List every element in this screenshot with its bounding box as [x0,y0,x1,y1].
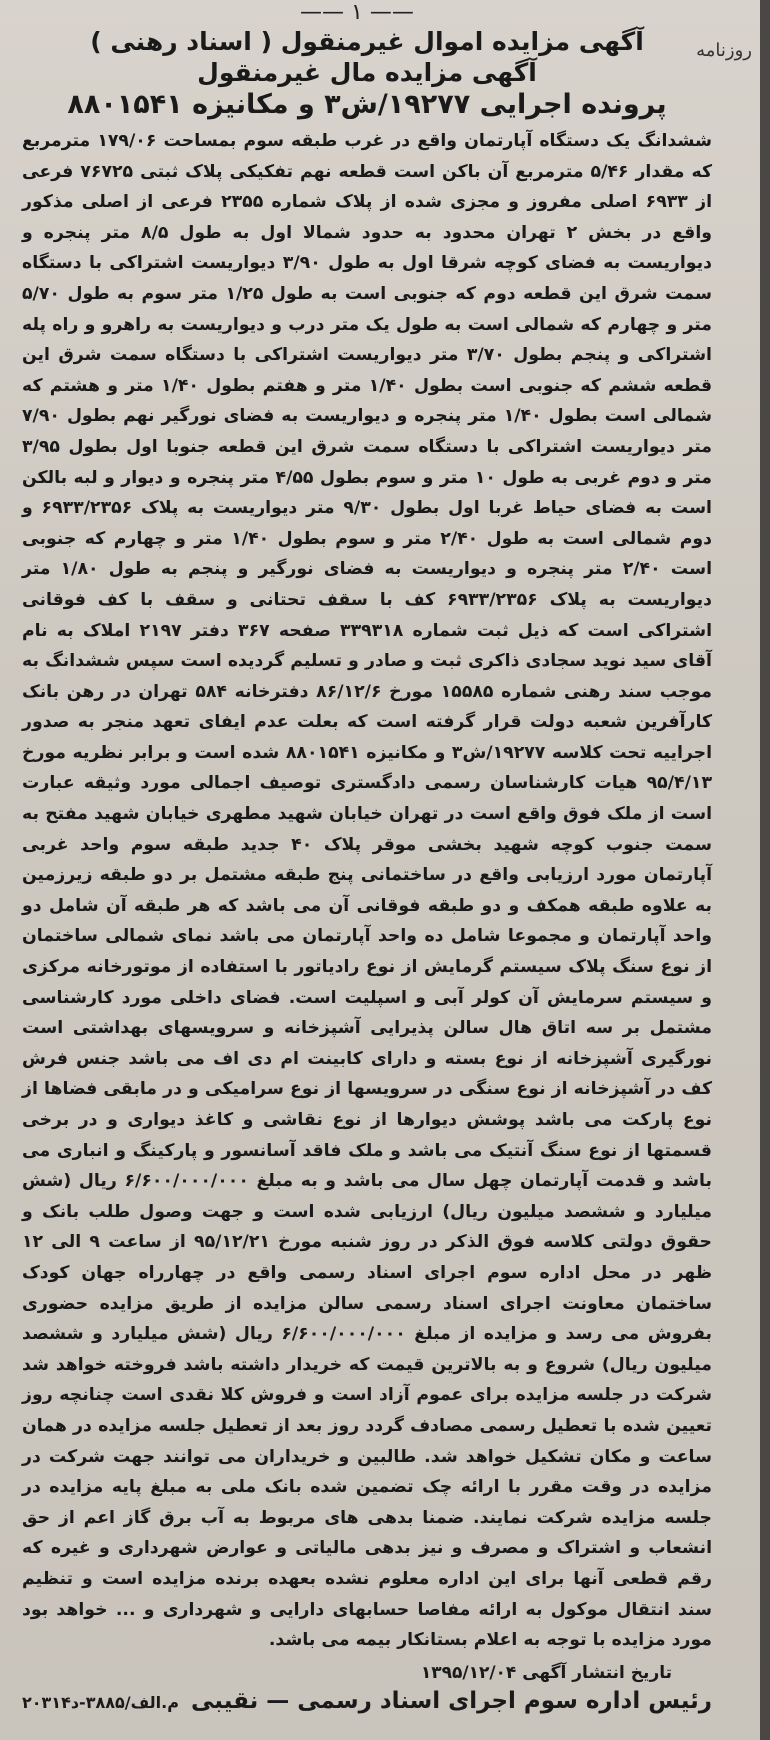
notice-title-line1: آگهی مزایده اموال غیرمنقول ( اسناد رهنی ) [90,27,644,56]
auction-notice [22,26,712,1726]
notice-body: ششدانگ یک دستگاه آپارتمان واقع در غرب طبقه سوم بمساحت ۱۷۹/۰۶ مترمربع که مقدار ۵/۴۶ مترمربع آن باکن است قطعه نهم تفکیکی پلاک ثبتی ۷۶۷۲۵ فرعی از ۶۹۳۳ اصلی مفروز و مجزی شده از پلاک شماره ۲۳۵۵ فرعی از اصلی مذکور واقع در بخش ۲ تهران محدود به حدود شمالا اول به طول ۸/۵ متر پنجره و دیواریست به فضای کوچه شرقا اول به طول ۳/۹۰ دیواریست اشتراکی با دستگاه سمت شرق این قطعه دوم که جنوبی است به طول ۱/۲۵ متر سوم به طول ۵/۷۰ متر و چهارم که شمالی است به طول یک متر درب و دیواریست به راهرو و راه پله اشتراکی و پنجم بطول ۳/۷۰ متر دیواریست اشتراکی با دستگاه سمت شرق این قطعه ششم که جنوبی است بطول ۱/۴۰ متر و هفتم بطول ۱/۴۰ متر و هشتم که شمالی است بطول ۱/۴۰ متر پنجره و دیواریست به فضای نورگیر نهم بطول ۷/۹۰ متر دیواریست اشتراکی با دستگاه سمت شرق این قطعه جنوبا اول بطول ۳/۹۵ متر و دوم غربی به طول ۱۰ متر و سوم بطول ۴/۵۵ متر پنجره و دیوار و لبه بالکن است به فضای حیاط غربا اول بطول ۹/۳۰ متر دیواریست به پلاک ۶۹۳۳/۲۳۵۶ و دوم شمالی است به طول ۲/۴۰ متر و سوم بطول ۱/۴۰ متر و چهارم که جنوبی است ۲/۴۰ متر پنجره و دیواریست به فضای نورگیر و پنجم به طول ۱/۸۰ متر دیواریست به پلاک ۶۹۳۳/۲۳۵۶ کف با سقف تحتانی و سقف با کف فوقانی اشتراکی است که ذیل ثبت شماره ۳۳۹۳۱۸ صفحه ۳۶۷ دفتر ۲۱۹۷ املاک به نام آقای سید نوید سجادی ذاکری ثبت و صادر و تسلیم گردیده است سپس ششدانگ به موجب سند رهنی شماره ۱۵۵۸۵ مورخ ۸۶/۱۲/۶ دفترخانه ۵۸۴ تهران در رهن بانک کارآفرین شعبه دولت قرار گرفته است که بعلت عدم ایفای تعهد منجر به صدور اجراییه تحت کلاسه ۱۹۲۷۷/ش۳ و مکانیزه ۸۸۰۱۵۴۱ شده است و برابر نظریه مورخ ۹۵/۴/۱۳ هیات کارشناسان رسمی دادگستری توصیف اجمالی مورد وثیقه عبارت است از ملک فوق واقع است در تهران خیابان شهید مطهری خیابان شهید مفتح به سمت جنوب کوچه شهید بخشی موقر پلاک ۴۰ جدید طبقه سوم واحد غربی آپارتمان مورد ارزیابی واقع در ساختمانی پنج طبقه مشتمل بر دو طبقه زیرزمین به علاوه طبقه همکف و دو طبقه فوقانی آن می باشد که هر طبقه آن شامل دو واحد آپارتمان و مجموعا شامل ده واحد آپارتمان می باشد نمای شمالی ساختمان از نوع سنگ پلاک سیستم گرمایش از نوع رادیاتور با استفاده از موتورخانه مرکزی و سیستم سرمایش آن کولر آبی و اسپلیت است. فضای داخلی مورد کارشناسی مشتمل بر سه اتاق هال سالن پذیرایی آشپزخانه و سرویسهای بهداشتی است نورگیری آشپزخانه از نوع بسته و دارای کابینت ام دی اف می باشد جنس فرش کف در آشپزخانه از نوع سنگی در سرویسها از نوع سرامیکی و در مابقی فضاها از نوع پارکت می باشد پوشش دیوارها از نوع نقاشی و کاغذ دیواری و در برخی قسمتها از نوع سنگ آنتیک می باشد و ملک فاقد آسانسور و پارکینگ و انباری می باشد و قدمت آپارتمان چهل سال می باشد و به مبلغ ۶/۶۰۰/۰۰۰/۰۰۰ ریال (شش میلیارد و ششصد میلیون ریال) ارزیابی شده است و جهت وصول طلب بانک و حقوق دولتی کلاسه فوق الذکر در روز شنبه مورخ ۹۵/۱۲/۲۱ از ساعت ۹ الی ۱۲ ظهر در محل اداره سوم اجرای اسناد رسمی واقع در چهارراه جهان کودک ساختمان معاونت اجرای اسناد رسمی سالن مزایده از طریق مزایده حضوری بفروش می رسد و مزایده از مبلغ ۶/۶۰۰/۰۰۰/۰۰۰ ریال (شش میلیارد و ششصد میلیون ریال) شروع و به بالاترین قیمت که خریدار داشته باشد فروخته خواهد شد شرکت در جلسه مزایده برای عموم آزاد است و فروش کلا نقدی است چنانچه روز تعیین شده با تعطیل رسمی مصادف گردد روز بعد از تعطیل جلسه مزایده در همان ساعت و مکان تشکیل خواهد شد. طالبین و خریداران می توانند جهت شرکت در مزایده در وقت مقرر با ارائه چک تضمین شده بانک ملی به مبلغ پایه مزایده در جلسه مزایده شرکت نمایند. ضمنا بدهی های مربوط به آب برق گاز اعم از حق انشعاب و اشتراک و مصرف و نیز بدهی مالیاتی و عوارض شهرداری و غیره که رقم قطعی آنها برای این اداره معلوم نشده بعهده برنده مزایده است و تنظیم سند انتقال موکول به ارائه مفاصا حسابهای دارایی و شهرداری و ... خواهد بود مورد مزایده با توجه به اعلام بستانکار بیمه می باشد. [22,131,713,1651]
page-edge-shadow [760,0,770,1740]
top-page-mark: —— ١ —— [300,0,414,25]
notice-footer [22,1688,712,1714]
signature-line: رئیس اداره سوم اجرای اسناد رسمی — نقیبی [191,1687,712,1714]
notice-title-line2: آگهی مزایده مال غیرمنقول [197,58,537,87]
publication-date: تاریخ انتشار آگهی ۱۳۹۵/۱۲/۰۴ [420,1662,672,1683]
reference-code: ۲۰۳۱۴م.الف/۳۸۸۵-د [22,1692,179,1712]
case-file-number: پرونده اجرایی ۱۹۲۷۷/ش۳ و مکانیزه ۸۸۰۱۵۴۱ [67,89,667,120]
margin-handwriting: روزنامه [696,40,752,61]
